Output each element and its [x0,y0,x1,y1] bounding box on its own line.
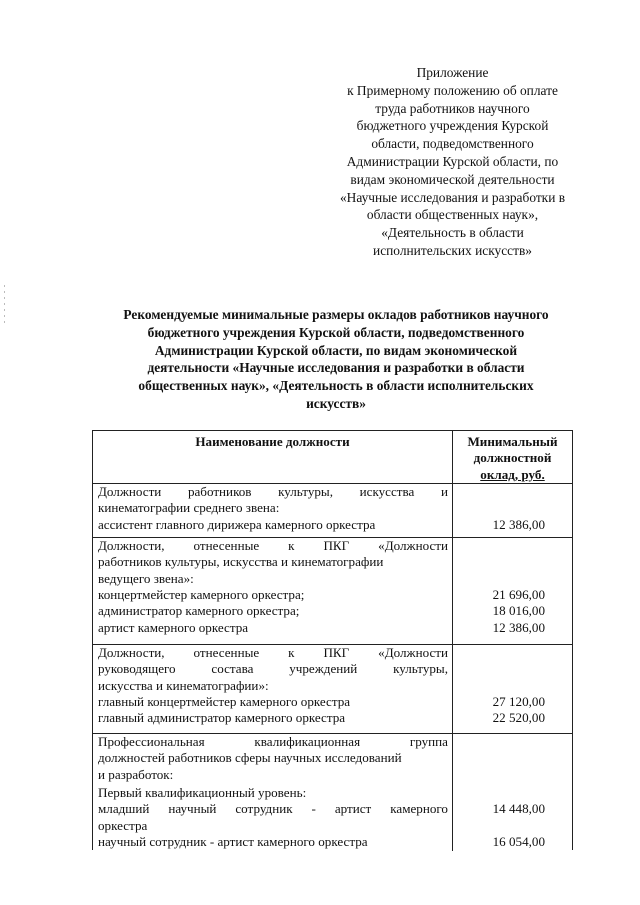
appendix-line: Администрации Курской области, по [346,153,559,169]
column-divider [452,431,453,851]
section-heading-line: Первый квалификационный уровень: [98,785,307,800]
word: младший [98,801,150,817]
position-name: артист камерного оркестра [98,619,249,635]
section-heading-line: кинематографии среднего звена: [98,500,280,516]
position-name: администратор камерного оркестра; [98,603,300,619]
salary-value: 27 120,00 [492,693,545,709]
header-salary [453,434,572,483]
position-name: главный концертмейстер камерного оркестра [98,693,351,709]
word: ПКГ [323,538,350,553]
appendix-line: области, подведомственного [371,136,534,152]
word: к [288,538,295,553]
word: отнесенные [193,645,260,660]
word: состава [211,661,254,677]
section-heading-line [98,538,448,554]
position-name: оркестра [98,817,148,833]
word: культуры, [393,661,448,677]
header-position-name-text: Наименование должности [195,434,350,449]
word: Должности, [98,645,165,660]
title-line: общественных наук», «Деятельность в области исполнительских [138,378,534,394]
word: работников [187,484,252,499]
header-salary-line: оклад, руб. [480,466,545,482]
word: группа [409,734,448,749]
document-title [96,306,576,413]
section-heading-line: и разработок: [98,766,174,782]
appendix-line: «Научные исследования и разработки в [339,189,566,205]
word: искусства [359,484,415,499]
appendix-header [300,64,605,260]
title-line: Администрации Курской области, по видам экономической [154,342,518,358]
position-name: научный сотрудник - артист камерного оркестра [98,833,368,849]
section-heading-line: должностей работников сферы научных исследований [98,750,402,766]
word: отнесенные [193,538,260,553]
salary-value: 12 386,00 [492,516,545,532]
word: «Должности [378,645,448,660]
section-heading-line [98,484,448,500]
word: к [288,645,295,660]
position-name: главный администратор камерного оркестра [98,710,346,726]
word: культуры, [278,484,333,499]
appendix-line: видам экономической деятельности [350,171,555,187]
word: артист [334,801,372,817]
salary-value: 16 054,00 [492,833,545,849]
section-heading-line [98,661,448,677]
appendix-line: «Деятельность в области [381,225,524,241]
appendix-line: исполнительских искусств» [373,242,532,258]
scan-margin-mark [4,285,5,325]
section-heading-line [98,645,448,661]
appendix-line: бюджетного учреждения Курской [356,118,549,134]
appendix-line: к Примерному положению об оплате [347,82,558,98]
salary-value: 22 520,00 [492,710,545,726]
section-heading-line: ведущего звена»: [98,570,194,586]
salary-value: 12 386,00 [492,619,545,635]
position-name [98,801,448,817]
section-heading-line: работников культуры, искусства и кинематографии [98,554,384,570]
section-heading-line: искусства и кинематографии»: [98,677,269,693]
word: и [440,484,448,499]
title-line: бюджетного учреждения Курской области, подведомственного [147,324,525,340]
word: Профессиональная [98,734,205,749]
word: камерного [390,801,448,817]
word: - [311,801,316,817]
appendix-line: области общественных наук», [366,207,539,223]
word: учреждений [289,661,358,677]
appendix-line: труда работников научного [375,100,530,116]
title-line: Рекомендуемые минимальные размеры окладов работников научного [123,307,549,322]
word: Должности, [98,538,165,553]
position-name: концертмейстер камерного оркестра; [98,586,305,602]
word: Должности [98,484,162,499]
header-salary-line: Минимальный [467,434,558,449]
appendix-line: Приложение [416,65,489,80]
title-line: искусств» [306,395,366,411]
word: руководящего [98,661,176,677]
salary-value: 14 448,00 [492,801,545,817]
word: «Должности [378,538,448,553]
section-heading-line [98,734,448,750]
position-name: ассистент главного дирижера камерного оркестра [98,516,376,532]
word: сотрудник [235,801,293,817]
salary-value: 18 016,00 [492,603,545,619]
header-salary-line: должностной [473,450,552,466]
word: научный [168,801,217,817]
salary-value: 21 696,00 [492,586,545,602]
word: ПКГ [323,645,350,660]
title-line: деятельности «Научные исследования и разработки в области [147,360,525,376]
salary-table [92,430,573,850]
word: квалификационная [254,734,361,749]
header-position-name [93,434,452,450]
